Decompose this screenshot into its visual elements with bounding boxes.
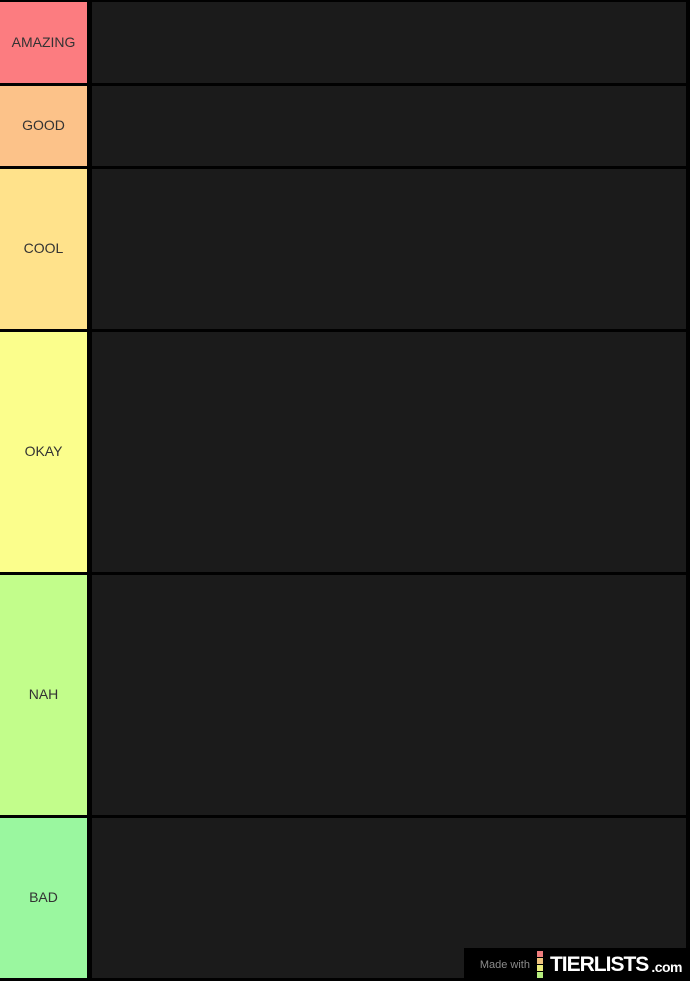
made-with-text: Made with	[479, 958, 530, 971]
tier-row-cool	[0, 169, 690, 329]
tier-row-nah	[0, 575, 690, 815]
tier-content-nah[interactable]	[92, 575, 686, 815]
tier-label-okay[interactable]: OKAY	[0, 332, 87, 572]
tier-content-okay[interactable]	[92, 332, 686, 572]
tier-row-good	[0, 86, 690, 166]
tier-row-amazing	[0, 2, 690, 83]
logo-square-yellow	[537, 965, 543, 971]
brand-name: TIERLISTS	[549, 953, 649, 976]
tierlists-badge[interactable]	[464, 948, 690, 981]
tier-label-good[interactable]: GOOD	[0, 86, 87, 166]
tier-label-nah[interactable]: NAH	[0, 575, 87, 815]
tierlist-logo-icon	[537, 951, 543, 978]
tier-content-amazing[interactable]	[92, 2, 686, 83]
logo-square-red	[537, 951, 543, 957]
tier-content-cool[interactable]	[92, 169, 686, 329]
tier-label-cool[interactable]: COOL	[0, 169, 87, 329]
logo-square-green	[537, 972, 543, 978]
tier-content-good[interactable]	[92, 86, 686, 166]
logo-square-orange	[537, 958, 543, 964]
brand-domain: .com	[651, 959, 682, 975]
tier-label-bad[interactable]: BAD	[0, 818, 87, 978]
tier-row-okay	[0, 332, 690, 572]
tier-label-amazing[interactable]: AMAZING	[0, 2, 87, 83]
